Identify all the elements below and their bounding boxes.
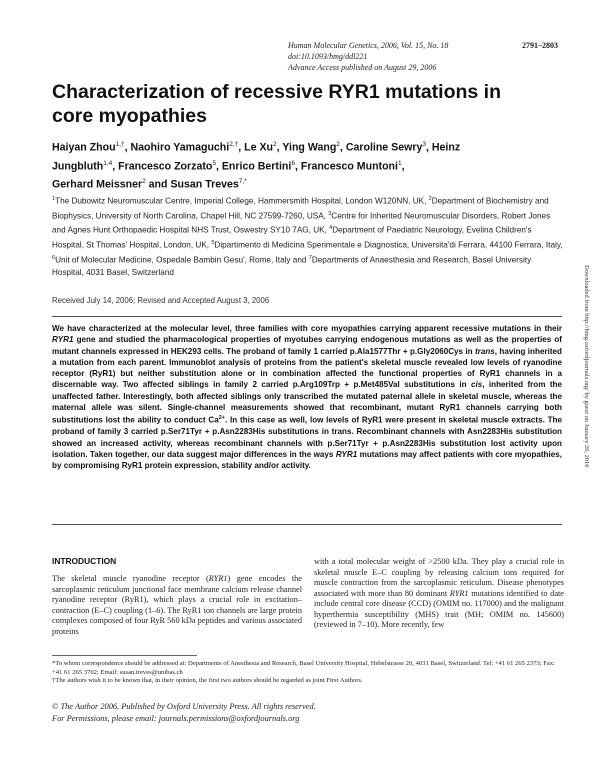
affiliation-marker: 4 [329,225,333,232]
affiliation: Department of Biochemistry and Biophysics, University of North Carolina, Chapel Hill, NC 27599-7260, USA, [52,196,549,221]
copyright-block [52,701,562,724]
copyright-line: © The Author 2006. Published by Oxford University Press. All rights reserved. [52,702,316,711]
author-list [52,137,522,193]
author-name: Gerhard Meissner [52,179,143,191]
abstract-text: , inherited from the unaffected father. Interestingly, both affected siblings only transcribed the mutated paternal allele in skeletal muscle, whereas the maternal allele was silent. Single-channel measurements showed that recombinant, mutant RyR1 channels carrying both substitutions lost the ability to conduct Ca [52,380,562,426]
abstract-top-rule [52,316,562,317]
author-marker: 1,4 [103,159,113,167]
author-marker: 2 [142,178,146,186]
author-marker: 1,† [115,141,125,148]
author-separator: , [425,141,432,154]
affiliation-marker: 7 [308,254,312,261]
affiliation: Departments of Anaesthesia and Research, Basel University Hospital, 4031 Basel, Switzerland [52,255,532,277]
affiliation-marker: 2 [428,196,432,202]
journal-header [288,40,558,73]
author-name: Caroline Sewry [345,141,423,154]
author-marker: 7,* [238,178,247,186]
correspondence-note: *To whom correspondence should be addressed at: Departments of Anesthesia and Research, Basel University Hospital, Hebelstrasse 20, 4031 Basel, Switzerland. Tel: +41 61 265 2373; Fax: +41 61 265 3702; Email: susan.treves@unibas.ch [52,660,555,676]
author-marker: 2 [336,141,340,148]
abstract-text: mutations may affect patients with core myopathies, by compromising RyR1 protein expression, stability and/or activity. [52,449,562,471]
affiliation-marker: 3 [328,210,332,217]
author-marker: 3 [422,141,426,148]
author-marker: 1 [397,159,402,167]
abstract-bottom-rule [52,524,562,525]
author-separator: , [124,141,131,154]
abstract [52,323,562,472]
doi[interactable]: doi:10.1093/hmg/ddl221 [288,52,368,61]
received-dates: Received July 14, 2006; Revised and Accepted August 3, 2006 [52,296,270,305]
intro-right-column [314,557,564,631]
advance-access: Advance Access published on August 29, 2006 [288,63,437,72]
body-text: mutations identified to date include central core disease (CCD) (OMIM no. 117000) and the malignant hyperthermia susceptibility (MHS) trait (MH; OMIM no. 145600) (reviewed in 7–10). More recently, few [314,588,564,629]
author-name: Le Xu [244,141,274,154]
page-range: 2791–2803 [522,41,558,50]
author-separator: , [112,160,119,173]
affiliation: Centre for Inherited Neuromuscular Disorders, Robert Jones and Agnes Hunt Orthopaedic Hospital NHS Trust, Oswestry SY10 7AG, UK, [52,211,551,236]
affiliation: Unit of Molecular Medicine, Ospedale Bambin Gesu', Rome, Italy and [55,255,309,265]
author-marker: 2,† [229,141,239,148]
download-watermark [580,265,592,545]
body-text: with a total molecular weight of >2500 kDa. They play a crucial role in skeletal muscle E–C coupling by releasing calcium ions required for muscle contraction from the sarcoplasmic reticulum. Disease phenotypes associated with more than 80 dominant [314,557,564,598]
intro-left-column [52,574,302,637]
abstract-text: We have characterized at the molecular level, three families with core myopathies carrying apparent recessive mutations in their [52,324,562,333]
author-name: Francesco Zorzato [118,160,213,173]
author-name: Ying Wang [282,141,337,154]
gene-name: RYR1 [208,574,228,583]
joint-author-note: †The authors wish it to be known that, in their opinion, the first two authors should be regarded as joint First Authors. [52,677,363,685]
author-marker: 6 [291,159,295,167]
term-italic: trans [474,346,495,356]
gene-name: RYR1 [335,449,358,459]
permissions-line: For Permissions, please email: journals.permissions@oxfordjournals.org [52,713,300,723]
author-separator: , [276,141,283,154]
journal-citation: Human Molecular Genetics, 2006, Vol. 15, No. 18 [288,41,449,50]
abstract-text: . In this case as well, low levels of RyR1 were present in skeletal muscle extracts. The proband of family 3 carried p.Ser71Tyr + p.Asn2283His substitutions in trans. Recombinant channels with Asn2283His substitution showed an increased activity, whereas recombinant channels with p.Ser71Tyr + p.Asn2283His substitution lost activity upon isolation. Taken together, our data suggest major differences in the ways [52,416,562,459]
article-title: Characterization of recessive RYR1 mutations in core myopathies [52,81,501,127]
abstract-text: gene and studied the pharmacological properties of myotubes carrying endogenous mutations as well as the properties of mutant channels expressed in HEK293 cells. The proband of family 1 carried p.Ala1577Thr + p.Gly2060Cys in [52,335,562,356]
download-watermark-text: Downloaded from http://hmg.oxfordjournals.org/ by guest on January 20, 2016 [583,265,590,468]
affiliation: Department of Paediatric Neurology, Evelina Children's Hospital, St Thomas' Hospital, London, UK, [52,226,532,250]
body-text: The skeletal muscle ryanodine receptor ( [52,574,209,583]
author-name: Naohiro Yamaguchi [130,141,230,154]
abstract-text: , having inherited a mutation from each parent. Immunoblot analysis of proteins from the patient's skeletal muscle revealed low levels of ryanodine receptor (RyR1) but neither substitution alone or in combination affected the functional properties of RyR1 channels in a discernable way. Two affected siblings in family 2 carried p.Arg109Trp + p.Met485Val substitutions in [52,346,562,390]
footnotes [52,660,564,686]
author-separator: , [401,160,405,173]
footnote-rule [52,655,197,656]
author-separator: , [215,160,222,173]
gene-name: RYR1 [449,588,469,598]
author-separator: , [339,141,346,154]
author-name: Francesco Muntoni [300,160,398,173]
author-marker: 2 [273,141,277,148]
author-separator: , [238,141,245,154]
affiliation: The Dubowitz Neuromuscular Centre, Imperial College, Hammersmith Hospital, London W120NN, UK, [55,196,429,206]
affiliation-marker: 6 [52,254,56,261]
ion-charge: 2+ [218,415,226,422]
author-name: Enrico Bertini [221,160,292,173]
author-separator: , [294,160,301,173]
gene-name: RYR1 [52,335,74,345]
author-marker: 5 [212,159,216,167]
author-name: Haiyan Zhou [52,141,116,154]
affiliation: Dipartimento di Medicina Sperimentale e Diagnostica, Universita'di Ferrara, 44100 Ferrara, Italy, [214,240,563,250]
author-name: Heinz Jungbluth [52,141,461,173]
affiliation-marker: 5 [211,240,215,247]
section-heading: INTRODUCTION [52,556,117,566]
affiliations [52,193,564,279]
body-text: ) gene encodes the sarcoplasmic reticulum junctional face membrane calcium release channel ryanodine receptor (RyR1), which plays a crucial role in excitation–contraction (E–C) coupling (1–6). The RyR1 ion channels are large protein complexes composed of four RyR 560 kDa peptides and various associated proteins [52,574,302,636]
author-conjunction: and [145,179,171,191]
author-name: Susan Treves [170,179,239,191]
affiliation-marker: 1 [52,196,56,202]
term-italic: cis [470,380,483,390]
